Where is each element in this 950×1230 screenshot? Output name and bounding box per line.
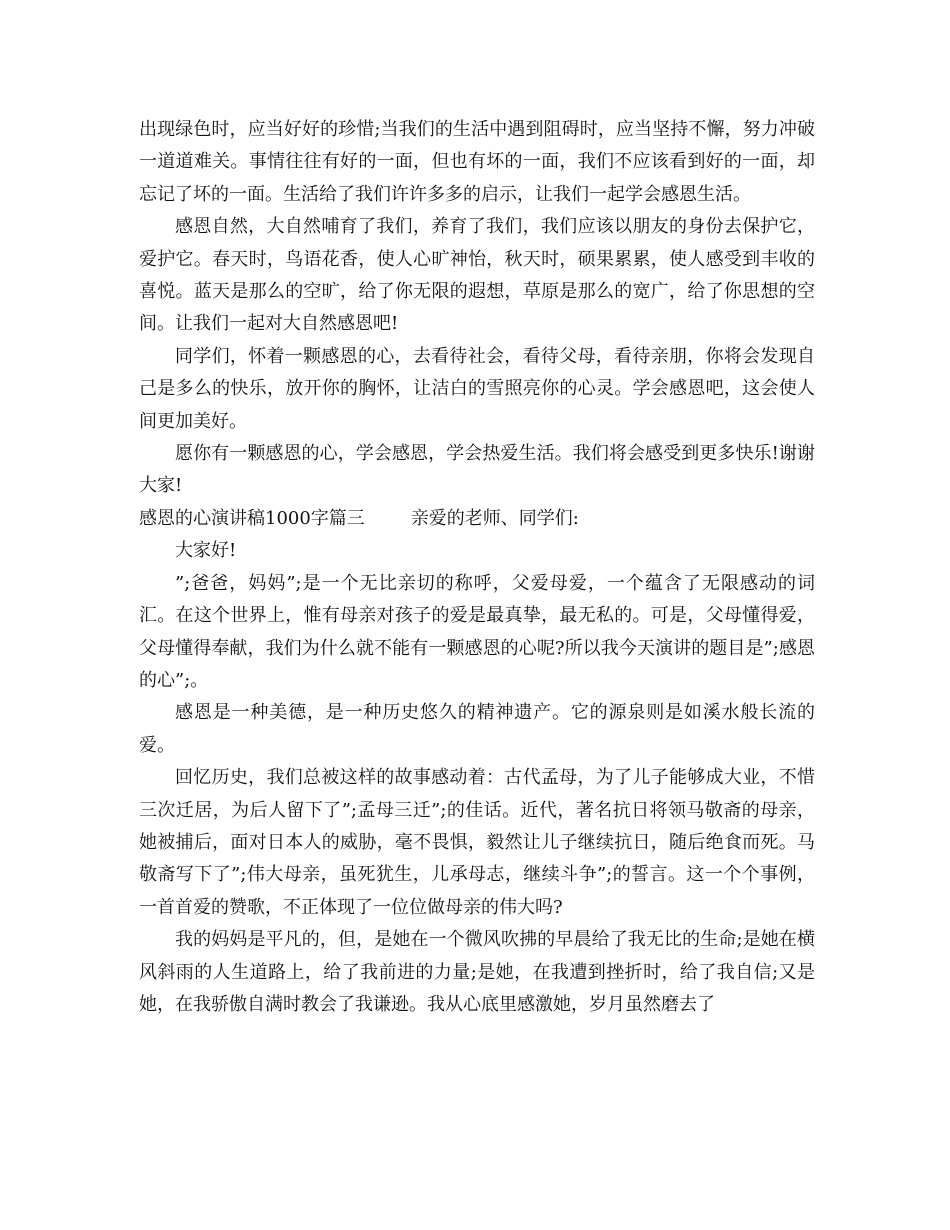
section-title: 感恩的心演讲稿1000字篇三	[139, 507, 365, 529]
paragraph-greeting: 大家好!	[175, 540, 237, 562]
paragraph-3: 同学们，怀着一颗感恩的心，去看待社会，看待父母，看待亲朋，你将会发现自己是多么的快乐，放开你的胸怀，让洁白的雪照亮你的心灵。学会感恩吧，这会使人间更加美好。	[139, 345, 815, 432]
paragraph-7: 回忆历史，我们总被这样的故事感动着：古代孟母，为了儿子能够成大业，不惜三次迁居，为后人留下了”;孟母三迁”;的佳话。近代，著名抗日将领马敬斋的母亲，她被捕后，面对日本人的威胁，毫不畏惧，毅然让儿子继续抗日，随后绝食而死。马敬斋写下了”;伟大母亲，虽死犹生，儿承母志，继续斗争”;的誓言。这一个个事例，一首首爱的赞歌，不正体现了一位位做母亲的伟大吗?	[139, 767, 815, 918]
salutation: 亲爱的老师、同学们:	[410, 507, 579, 529]
paragraph-6: 感恩是一种美德，是一种历史悠久的精神遗产。它的源泉则是如溪水般长流的爱。	[139, 702, 815, 756]
paragraph-2: 感恩自然，大自然哺育了我们，养育了我们，我们应该以朋友的身份去保护它，爱护它。春天时，鸟语花香，使人心旷神怡，秋天时，硕果累累，使人感受到丰收的喜悦。蓝天是那么的空旷，给了你无限的遐想，草原是那么的宽广，给了你思想的空间。让我们一起对大自然感恩吧!	[139, 216, 815, 335]
paragraph-1: 出现绿色时，应当好好的珍惜;当我们的生活中遇到阻碍时，应当坚持不懈，努力冲破一道道难关。事情往往有好的一面，但也有坏的一面，我们不应该看到好的一面，却忘记了坏的一面。生活给了我们许许多多的启示，让我们一起学会感恩生活。	[139, 119, 815, 205]
document-page	[139, 114, 815, 1021]
paragraph-5: ”;爸爸，妈妈”;是一个无比亲切的称呼，父爱母爱，一个蕴含了无限感动的词汇。在这个世界上，惟有母亲对孩子的爱是最真挚，最无私的。可是，父母懂得爱，父母懂得奉献，我们为什么就不能有一颗感恩的心呢?所以我今天演讲的题目是”;感恩的心”;。	[139, 572, 815, 691]
paragraph-4: 愿你有一颗感恩的心，学会感恩，学会热爱生活。我们将会感受到更多快乐!谢谢大家!	[139, 443, 815, 497]
section-heading	[139, 503, 815, 535]
paragraph-8: 我的妈妈是平凡的，但，是她在一个微风吹拂的早晨给了我无比的生命;是她在横风斜雨的人生道路上，给了我前进的力量;是她，在我遭到挫折时，给了我自信;又是她，在我骄傲自满时教会了我谦逊。我从心底里感激她，岁月虽然磨去了	[139, 929, 816, 1015]
